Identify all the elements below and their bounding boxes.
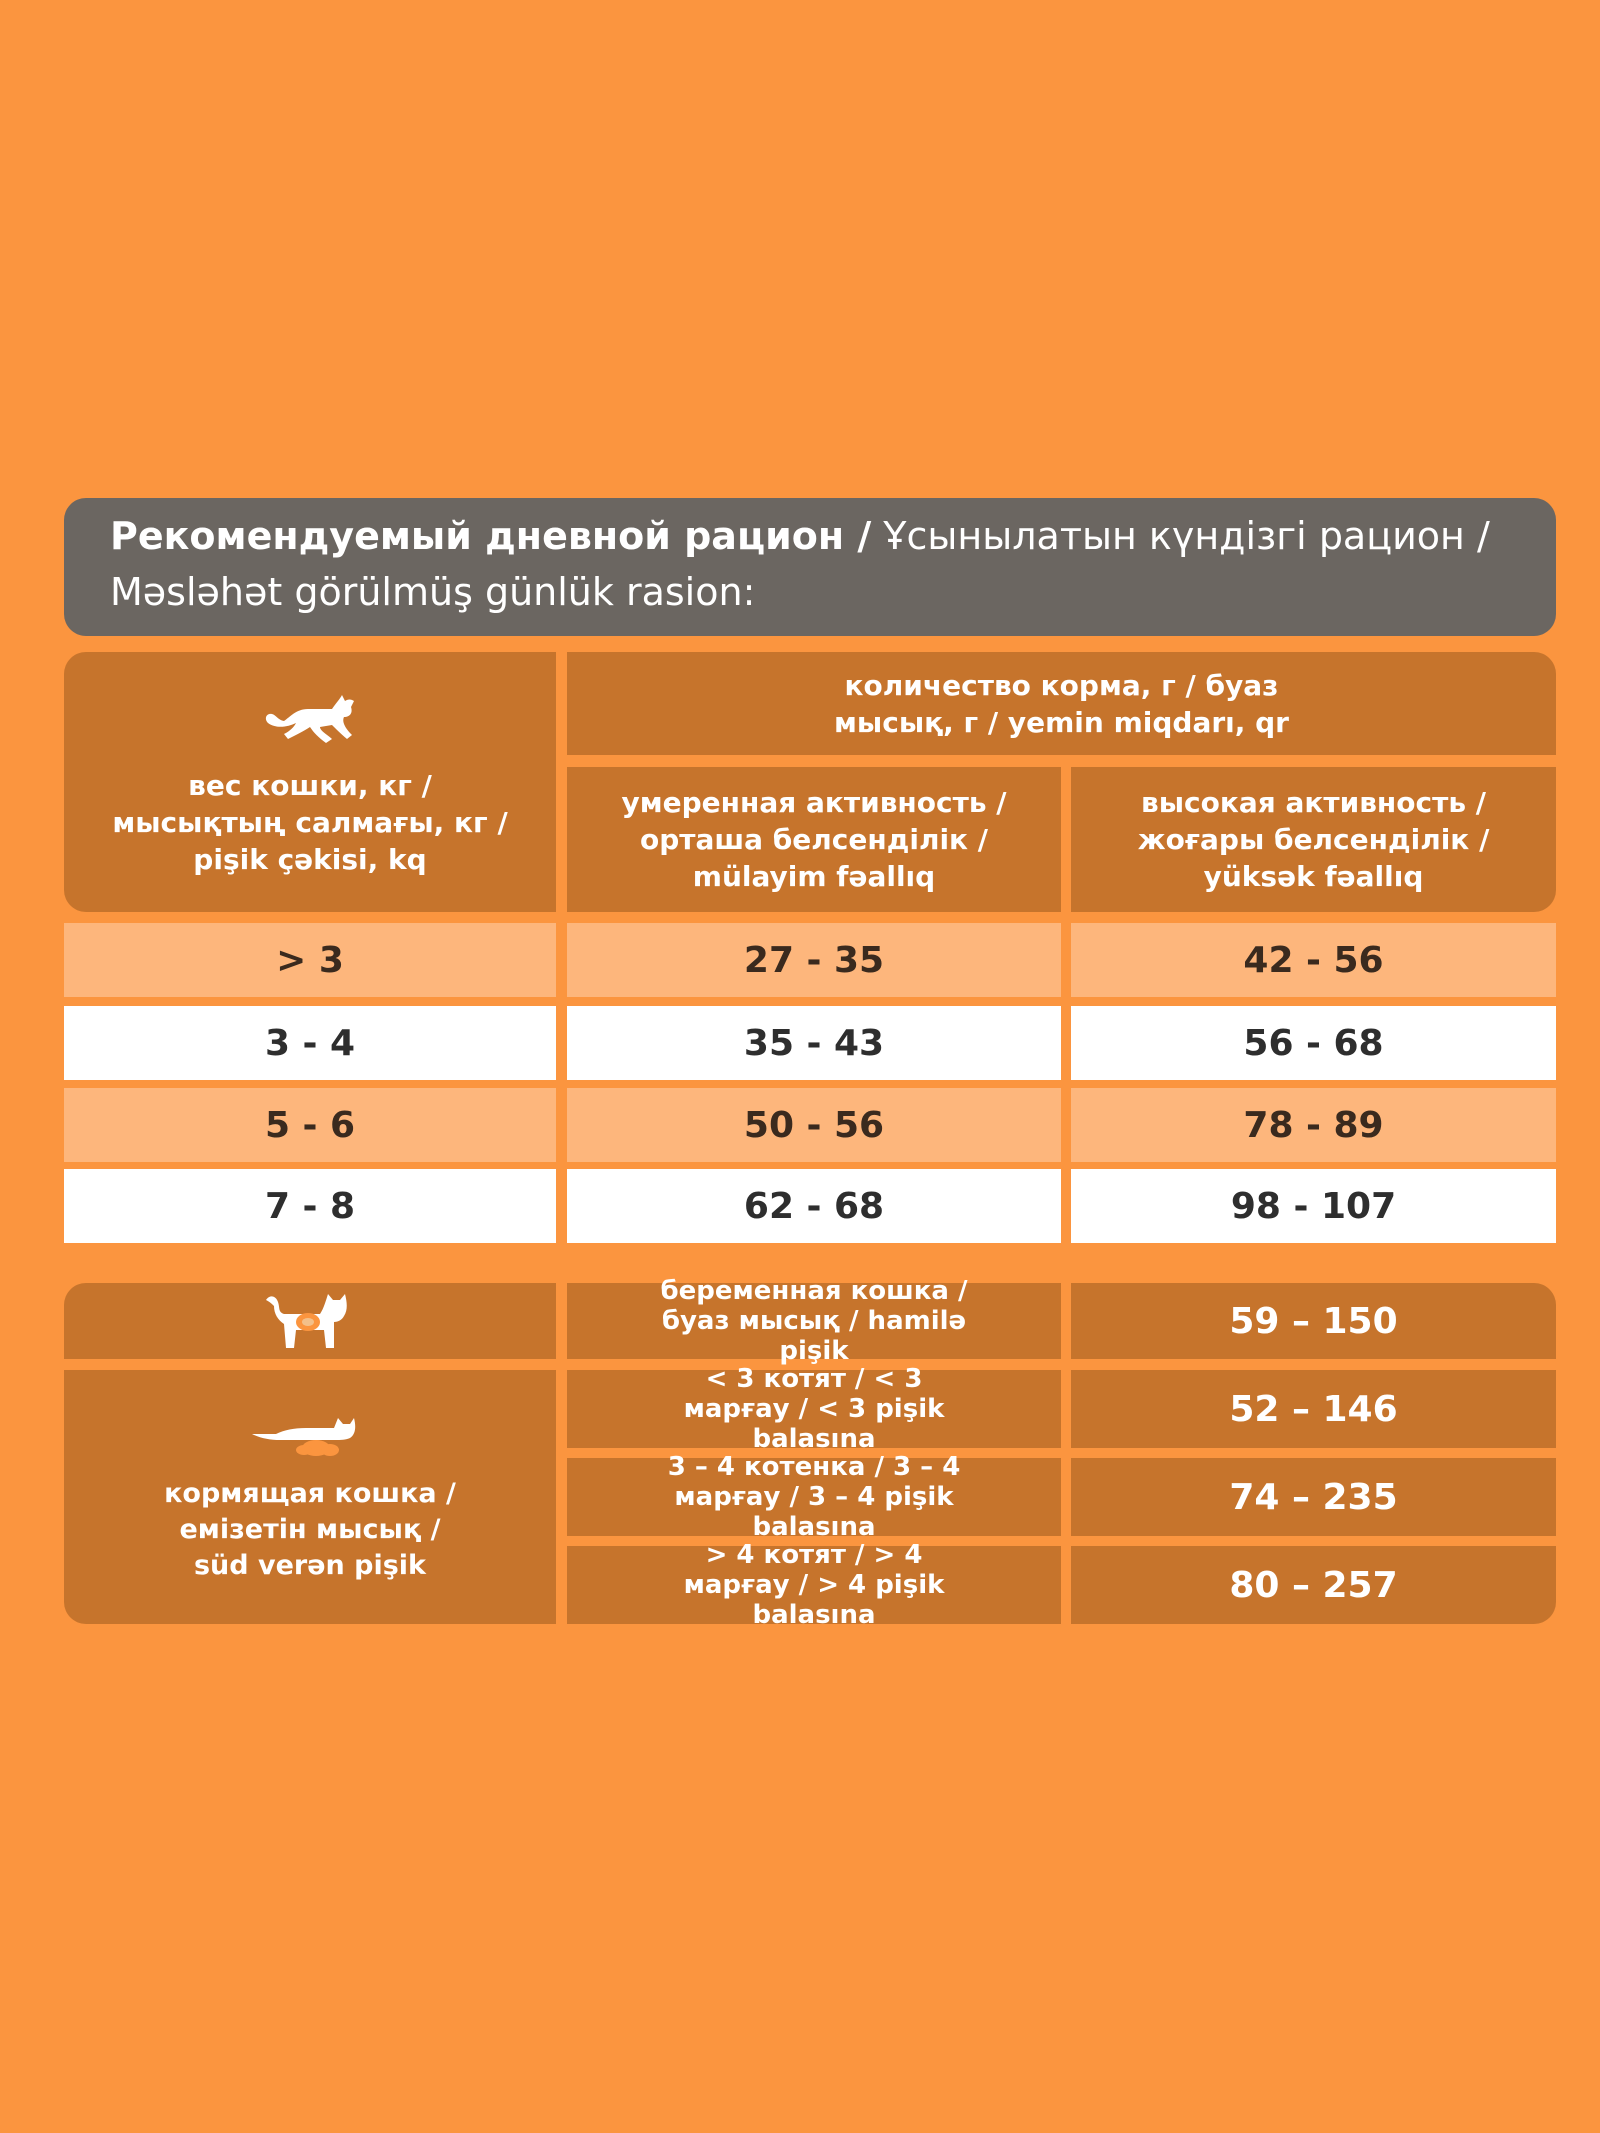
amount-header: количество корма, г / буаз мысық, г / yemin miqdarı, qr — [567, 652, 1556, 755]
table-title — [64, 498, 1556, 636]
title-bold: Рекомендуемый дневной рацион / — [110, 514, 872, 558]
row-3-high: 78 - 89 — [1071, 1088, 1556, 1162]
weight-label: вес кошки, кг / мысықтың салмағы, кг / pişik çəkisi, kq — [112, 768, 508, 876]
nursing-row-3-label: > 4 котят / > 4 марғау / > 4 pişik balasına — [567, 1546, 1061, 1624]
row-1-high: 42 - 56 — [1071, 923, 1556, 997]
row-2-high: 56 - 68 — [1071, 1006, 1556, 1080]
nursing-row-2-value: 74 – 235 — [1071, 1458, 1556, 1536]
pregnant-value: 59 – 150 — [1071, 1283, 1556, 1359]
nursing-row-2-label: 3 – 4 котенка / 3 – 4 марғау / 3 – 4 pişik balasına — [567, 1458, 1061, 1536]
row-4-moderate: 62 - 68 — [567, 1169, 1061, 1243]
row-2-moderate: 35 - 43 — [567, 1006, 1061, 1080]
row-1-moderate: 27 - 35 — [567, 923, 1061, 997]
high-header: высокая активность / жоғары белсенділік / yüksək fəallıq — [1071, 767, 1556, 912]
title-normal-1: Ұсынылатын күндізгі рацион / — [871, 514, 1490, 558]
row-3-moderate: 50 - 56 — [567, 1088, 1061, 1162]
nursing-label: кормящая кошка / емізетін мысық / süd verən pişik — [164, 1478, 456, 1581]
nursing-row-1-label: < 3 котят / < 3 марғау / < 3 pişik balasına — [567, 1370, 1061, 1448]
pregnant-label: беременная кошка / буаз мысық / hamilə pişik — [567, 1283, 1061, 1359]
weight-header — [64, 652, 556, 912]
nursing-cell — [64, 1370, 556, 1624]
moderate-header: умеренная активность / орташа белсенділік / mülayim fəallıq — [567, 767, 1061, 912]
row-4-weight: 7 - 8 — [64, 1169, 556, 1243]
nursing-row-1-value: 52 – 146 — [1071, 1370, 1556, 1448]
title-normal-2: Məsləhət görülmüş günlük rasion: — [110, 570, 756, 614]
nursing-row-3-value: 80 – 257 — [1071, 1546, 1556, 1624]
pregnant-cat-icon — [262, 1290, 358, 1352]
row-4-high: 98 - 107 — [1071, 1169, 1556, 1243]
pregnant-icon-cell — [64, 1283, 556, 1359]
walking-cat-icon — [262, 687, 358, 745]
nursing-cat-icon — [250, 1410, 370, 1460]
row-3-weight: 5 - 6 — [64, 1088, 556, 1162]
row-2-weight: 3 - 4 — [64, 1006, 556, 1080]
row-1-weight: > 3 — [64, 923, 556, 997]
